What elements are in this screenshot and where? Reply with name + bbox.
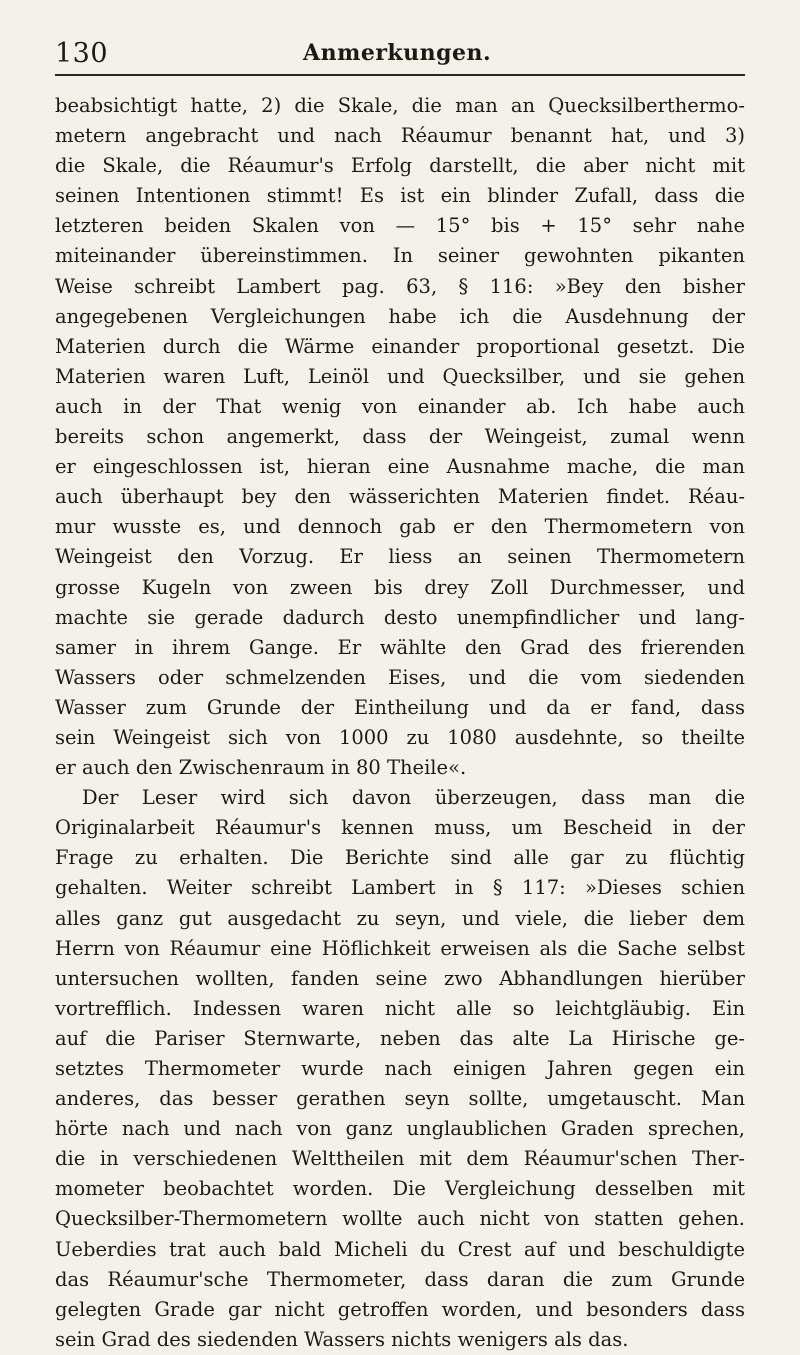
text-line: Materien waren Luft, Leinöl und Quecksilber, und sie gehen	[55, 364, 745, 388]
text-line: miteinander übereinstimmen. In seiner gewohnten pikanten	[55, 244, 745, 268]
text-line: die Skale, die Réaumur's Erfolg darstellt, die aber nicht mit	[55, 154, 745, 178]
text-line: anderes, das besser gerathen seyn sollte, umgetauscht. Man	[55, 1087, 745, 1111]
text-line: mur wusste es, und dennoch gab er den Thermometern von	[55, 515, 745, 539]
text-line: untersuchen wollten, fanden seine zwo Abhandlungen hierüber	[55, 966, 745, 990]
text-line: samer in ihrem Gange. Er wählte den Grad des frierenden	[55, 635, 745, 659]
text-line: sein Grad des siedenden Wassers nichts wenigers als das.	[55, 1327, 629, 1351]
text-line: machte sie gerade dadurch desto unempfindlicher und lang-	[55, 605, 745, 629]
text-line: Herrn von Réaumur eine Höflichkeit erweisen als die Sache selbst	[55, 936, 745, 960]
text-line: gehalten. Weiter schreibt Lambert in § 117: »Dieses schien	[55, 876, 745, 900]
text-line: bereits schon angemerkt, dass der Weingeist, zumal wenn	[55, 425, 745, 449]
text-line: er eingeschlossen ist, hieran eine Ausnahme mache, die man	[55, 455, 745, 479]
text-line: auf die Pariser Sternwarte, neben das alte La Hirische ge-	[55, 1026, 745, 1050]
text-line: Weise schreibt Lambert pag. 63, § 116: »Bey den bisher	[55, 274, 745, 298]
header-rule	[55, 74, 745, 76]
text-line: sein Weingeist sich von 1000 zu 1080 ausdehnte, so theilte	[55, 725, 745, 749]
text-line: angegebenen Vergleichungen habe ich die Ausdehnung der	[55, 304, 745, 328]
text-line: letzteren beiden Skalen von — 15° bis + 15° sehr nahe	[55, 214, 745, 238]
text-line: Frage zu erhalten. Die Berichte sind alle gar zu flüchtig	[55, 846, 745, 870]
text-line: Quecksilber-Thermometern wollte auch nicht von statten gehen.	[55, 1207, 745, 1231]
text-line: seinen Intentionen stimmt! Es ist ein blinder Zufall, dass die	[55, 184, 745, 208]
text-line: Originalarbeit Réaumur's kennen muss, um Bescheid in der	[55, 816, 745, 840]
text-line: beabsichtigt hatte, 2) die Skale, die man an Quecksilberthermo-	[55, 94, 745, 117]
page-header	[55, 38, 745, 78]
text-line: das Réaumur'sche Thermometer, dass daran die zum Grunde	[55, 1267, 745, 1291]
text-line: gelegten Grade gar nicht getroffen worden, und besonders dass	[55, 1297, 745, 1321]
text-line: Ueberdies trat auch bald Micheli du Crest auf und beschuldigte	[55, 1237, 745, 1261]
text-line: Weingeist den Vorzug. Er liess an seinen Thermometern	[55, 545, 745, 569]
running-head: Anmerkungen.	[303, 40, 492, 66]
text-line: metern angebracht und nach Réaumur benannt hat, und 3)	[55, 124, 745, 148]
body-text	[55, 91, 745, 1355]
text-line: hörte nach und nach von ganz unglaublichen Graden sprechen,	[55, 1117, 745, 1141]
text-line: er auch den Zwischenraum in 80 Theile«.	[55, 756, 467, 780]
text-line: mometer beobachtet worden. Die Vergleichung desselben mit	[55, 1177, 745, 1201]
text-line: Materien durch die Wärme einander proportional gesetzt. Die	[55, 334, 745, 358]
text-line: vortrefflich. Indessen waren nicht alle so leichtgläubig. Ein	[55, 996, 745, 1020]
text-line: die in verschiedenen Welttheilen mit dem Réaumur'schen Ther-	[55, 1147, 745, 1171]
text-line: auch überhaupt bey den wässerichten Materien findet. Réau-	[55, 485, 745, 509]
text-line: Wasser zum Grunde der Eintheilung und da er fand, dass	[55, 695, 745, 719]
text-line: alles ganz gut ausgedacht zu seyn, und viele, die lieber dem	[55, 906, 745, 930]
text-line: grosse Kugeln von zween bis drey Zoll Durchmesser, und	[55, 575, 745, 599]
text-line: setztes Thermometer wurde nach einigen Jahren gegen ein	[55, 1057, 745, 1080]
text-line: Wassers oder schmelzenden Eises, und die vom siedenden	[55, 665, 745, 689]
text-line: auch in der That wenig von einander ab. Ich habe auch	[55, 394, 745, 418]
text-line: Der Leser wird sich davon überzeugen, dass man die	[82, 786, 745, 810]
page-number: 130	[55, 38, 109, 69]
